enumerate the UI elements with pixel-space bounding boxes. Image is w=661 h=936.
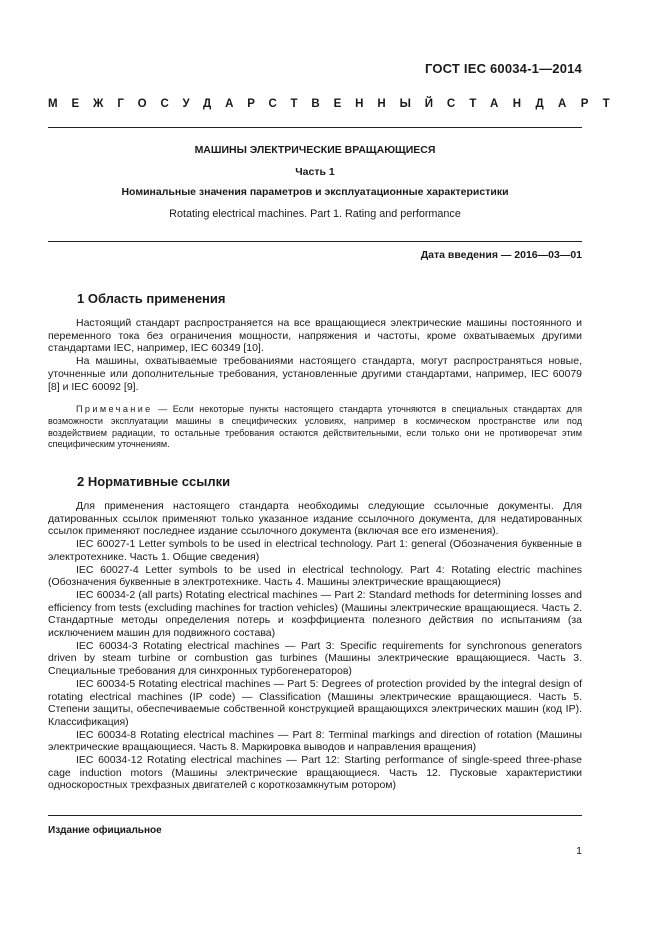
banner-word-standard: СТАНДАРТ bbox=[446, 98, 625, 110]
title-divider bbox=[48, 241, 582, 242]
note-text: — Если некоторые пункты настоящего стандарта уточняются в специальных стандартах для возможности эксплуатации машины в специфических условиях, например в космическом пространстве или под воздействием радиации, то остальные требования остаются действительными, если только они не противоречат этим специфическим уточнениям. bbox=[48, 404, 582, 450]
standard-banner bbox=[48, 98, 625, 110]
paragraph: Для применения настоящего стандарта необходимы следующие ссылочные документы. Для датированных ссылок применяют только указанное издание ссылочного документа, для недатированных ссылок применяют последнее издание ссылочного документа (включая все его изменения). bbox=[48, 500, 582, 538]
reference-item: IEC 60027-1 Letter symbols to be used in electrical technology. Part 1: general (Обозначения буквенные в электротехнике. Часть 1. Общие сведения) bbox=[48, 538, 582, 563]
top-divider bbox=[48, 127, 582, 128]
section-2-heading: 2 Нормативные ссылки bbox=[77, 474, 231, 489]
section-1-body bbox=[48, 317, 582, 393]
paragraph: На машины, охватываемые требованиями настоящего стандарта, могут распространяться новые, уточненные или дополнительные требования, установленные другими стандартами, например, IEC 60079 [8] и IEC 60092 [9]. bbox=[48, 355, 582, 393]
document-part: Часть 1 bbox=[295, 166, 335, 178]
reference-item: IEC 60034-2 (all parts) Rotating electrical machines — Part 2: Standard methods for determining losses and efficiency from tests (excluding machines for traction vehicles) (Машины электрические вращающиеся. Часть 2. Стандартные методы определения потерь и коэффициента полезного действия по испытаниям (за исключением машин для подвижного состава) bbox=[48, 588, 582, 640]
note-paragraph bbox=[48, 404, 582, 451]
banner-word-interstate: МЕЖГОСУДАРСТВЕННЫЙ bbox=[48, 98, 447, 110]
introduction-date: Дата введения — 2016—03—01 bbox=[420, 249, 582, 261]
paragraph: Настоящий стандарт распространяется на все вращающиеся электрические машины постоянного и переменного тока без ограничения мощности, напряжения и частоты, кроме охватываемых другими стандартами IEC, например, IEC 60349 [10]. bbox=[48, 317, 582, 355]
reference-item: IEC 60034-12 Rotating electrical machines — Part 12: Starting performance of single-speed three-phase cage induction motors (Машины электрические вращающиеся. Часть 12. Пусковые характеристики односкоростных трехфазных двигателей с короткозамкнутым ротором) bbox=[48, 754, 582, 792]
reference-item: IEC 60027-4 Letter symbols to be used in electrical technology. Part 4: Rotating electric machines (Обозначения буквенные в электротехнике. Часть 4. Машины электрические вращающиеся) bbox=[48, 563, 582, 589]
document-subtitle: Номинальные значения параметров и эксплуатационные характеристики bbox=[121, 186, 509, 198]
document-title-english: Rotating electrical machines. Part 1. Rating and performance bbox=[169, 208, 461, 220]
section-1-note bbox=[48, 404, 582, 451]
official-edition-label: Издание официальное bbox=[48, 825, 162, 836]
note-label: Примечание bbox=[76, 404, 153, 414]
section-1-heading: 1 Область применения bbox=[77, 291, 226, 306]
section-2-body bbox=[48, 500, 582, 792]
page-number: 1 bbox=[576, 845, 582, 857]
reference-item: IEC 60034-3 Rotating electrical machines — Part 3: Specific requirements for synchronous generators driven by steam turbine or combustion gas turbines (Машины электрические вращающиеся. Часть 3. Специальные требования для синхронных турбогенераторов) bbox=[48, 639, 582, 678]
document-title: МАШИНЫ ЭЛЕКТРИЧЕСКИЕ ВРАЩАЮЩИЕСЯ bbox=[194, 144, 436, 156]
reference-item: IEC 60034-8 Rotating electrical machines — Part 8: Terminal markings and direction of rotation (Машины электрические вращающиеся. Часть 8. Маркировка выводов и направления вращения) bbox=[48, 728, 582, 754]
footer-divider bbox=[48, 815, 582, 816]
reference-item: IEC 60034-5 Rotating electrical machines — Part 5: Degrees of protection provided by the integral design of rotating electrical machines (IP code) — Classification (Машины электрические вращающиеся. Часть 5. Степени защиты, обеспечиваемые собственной конструкцией вращающихся электрических машин (код IP). Классификация) bbox=[48, 677, 582, 728]
document-code: ГОСТ IEC 60034-1—2014 bbox=[424, 61, 582, 76]
